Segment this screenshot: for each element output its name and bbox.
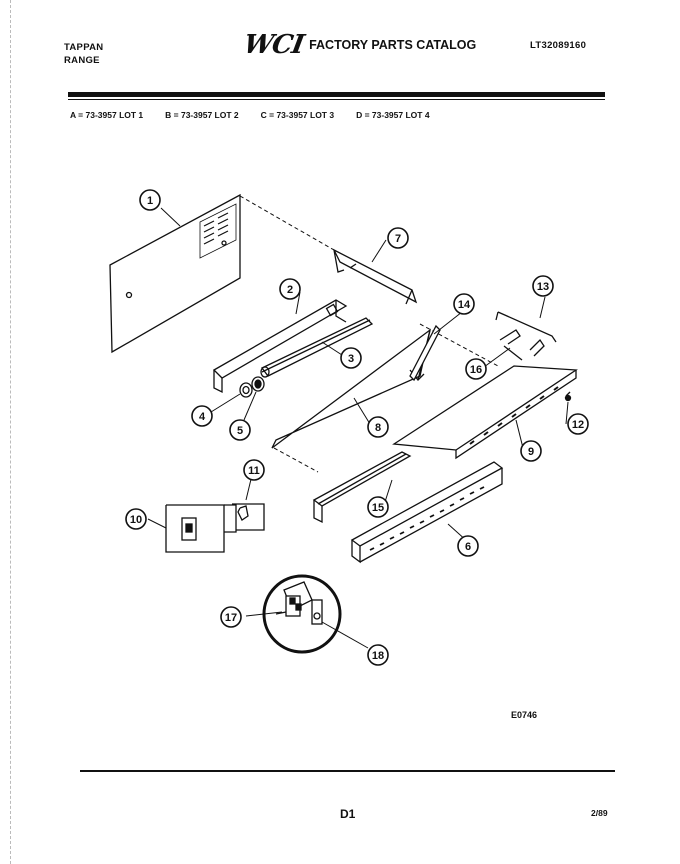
callout-label: 4: [198, 411, 206, 423]
header-rule-thin: [68, 99, 605, 100]
wci-logo: WCI: [241, 30, 306, 60]
callout-12: [568, 414, 588, 434]
lot-legend: [70, 110, 430, 120]
callout-17: [221, 607, 241, 627]
callout-label: 18: [371, 650, 385, 662]
header-rule-thick: [68, 92, 605, 97]
page-number: D1: [340, 807, 356, 821]
callout-13: [533, 276, 553, 296]
callout-label: 17: [224, 612, 238, 624]
part-back-panel: [110, 195, 240, 352]
callout-2: [280, 279, 300, 299]
lot-d: D = 73-3957 LOT 4: [356, 110, 430, 120]
callout-label: 9: [527, 446, 535, 458]
catalog-heading: [241, 30, 477, 60]
part-wire-assembly: [496, 312, 556, 360]
callout-11: [244, 460, 264, 480]
revision-date: 2/89: [591, 808, 608, 818]
callout-label: 7: [394, 233, 402, 245]
lot-a: A = 73-3957 LOT 1: [70, 110, 144, 120]
brand-line-1: TAPPAN: [64, 42, 104, 53]
callout-8: [368, 417, 388, 437]
callout-5: [230, 420, 250, 440]
callout-label: 10: [129, 514, 143, 526]
callout-6: [458, 536, 478, 556]
footer-rule: [80, 770, 615, 772]
catalog-title: FACTORY PARTS CATALOG: [309, 38, 477, 52]
callout-label: 6: [464, 541, 472, 553]
callout-7: [388, 228, 408, 248]
brand-line-2: RANGE: [64, 55, 100, 66]
callout-label: 5: [236, 425, 244, 437]
part-screw: [566, 392, 571, 401]
callout-18: [368, 645, 388, 665]
exploded-parts-diagram: [0, 160, 680, 680]
part-switch-box: [166, 504, 264, 552]
callout-label: 1: [146, 195, 154, 207]
lot-c: C = 73-3957 LOT 3: [260, 110, 335, 120]
callout-14: [454, 294, 474, 314]
catalog-number: LT32089160: [530, 40, 587, 51]
callout-10: [126, 509, 146, 529]
callout-3: [341, 348, 361, 368]
callout-label: 14: [457, 299, 471, 311]
part-tube: [261, 318, 372, 377]
part-channel: [314, 452, 410, 522]
part-terminal-detail: [264, 576, 340, 652]
part-knob: [240, 383, 252, 397]
callout-label: 13: [536, 281, 550, 293]
callout-9: [521, 441, 541, 461]
callout-label: 15: [371, 502, 385, 514]
lot-b: B = 73-3957 LOT 2: [165, 110, 239, 120]
callout-label: 12: [571, 419, 585, 431]
callout-label: 2: [286, 284, 294, 296]
callout-4: [192, 406, 212, 426]
callout-1: [140, 190, 160, 210]
callout-label: 11: [248, 465, 260, 477]
callout-label: 16: [469, 364, 483, 376]
part-tray: [394, 366, 576, 458]
callout-label: 3: [347, 353, 355, 365]
callout-15: [368, 497, 388, 517]
drawing-reference: E0746: [511, 710, 538, 720]
part-ring: [252, 377, 264, 391]
callout-16: [466, 359, 486, 379]
callout-label: 8: [374, 422, 382, 434]
